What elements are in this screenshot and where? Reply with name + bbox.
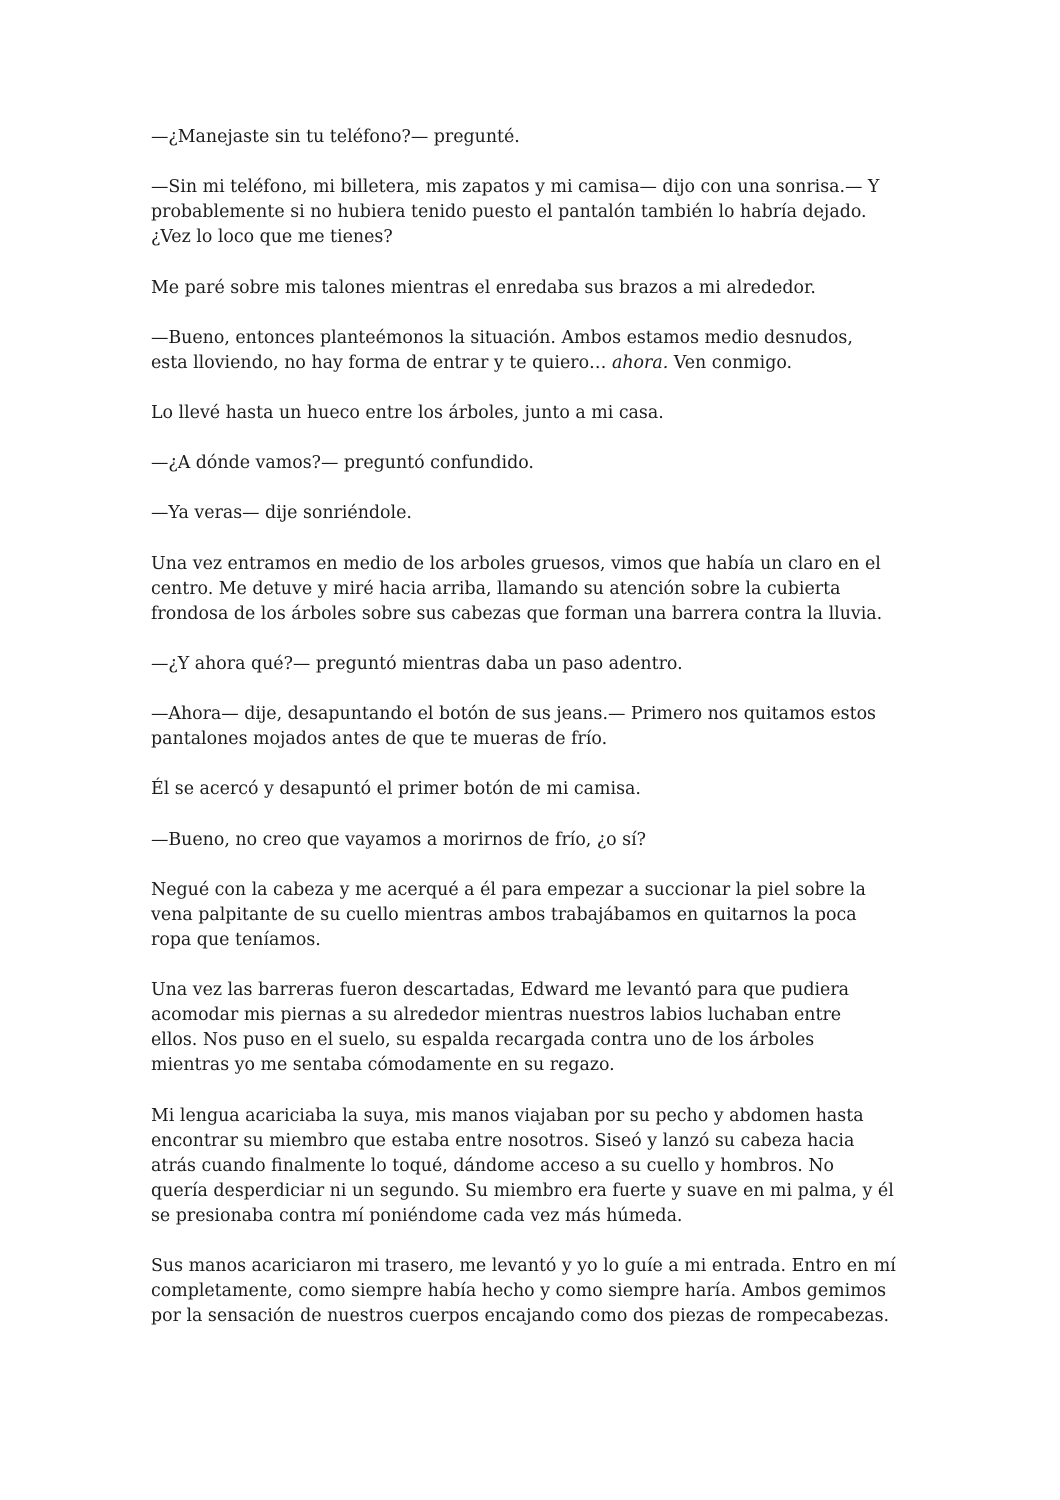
text-line: —¿Y ahora qué?— preguntó mientras daba un paso adentro. <box>151 653 683 674</box>
text-line: ellos. Nos puso en el suelo, su espalda recargada contra uno de los árboles <box>151 1030 815 1051</box>
text-line: —¿A dónde vamos?— preguntó confundido. <box>151 453 534 474</box>
text-line: Me paré sobre mis talones mientras el enredaba sus brazos a mi alrededor. <box>151 277 816 298</box>
text-line: completamente, como siempre había hecho y como siempre haría. Ambos gemimos <box>151 1281 887 1302</box>
text-line: Sus manos acariciaron mi trasero, me levantó y yo lo guíe a mi entrada. Entro en mí <box>151 1256 896 1277</box>
text-line: vena palpitante de su cuello mientras ambos trabajábamos en quitarnos la poca <box>151 904 857 925</box>
text-line: —Bueno, entonces planteémonos la situación. Ambos estamos medio desnudos, <box>151 327 853 348</box>
document-body <box>151 125 921 1355</box>
text-line: acomodar mis piernas a su alrededor mientras nuestros labios luchaban entre <box>151 1005 842 1026</box>
text-run: Ven conmigo. <box>668 352 793 373</box>
paragraph <box>151 501 921 526</box>
text-line: mientras yo me sentaba cómodamente en su regazo. <box>151 1055 615 1076</box>
paragraph <box>151 652 921 677</box>
paragraph <box>151 878 921 953</box>
text-line: Él se acercó y desapuntó el primer botón de mi camisa. <box>151 779 641 800</box>
paragraph <box>151 401 921 426</box>
paragraph <box>151 777 921 802</box>
text-line: quería desperdiciar ni un segundo. Su miembro era fuerte y suave en mi palma, y él <box>151 1180 894 1201</box>
paragraph <box>151 552 921 627</box>
text-run: esta lloviendo, no hay forma de entrar y te quiero… <box>151 352 612 373</box>
text-line: probablemente si no hubiera tenido puesto el pantalón también lo habría dejado. <box>151 202 867 223</box>
text-line: Una vez entramos en medio de los arboles gruesos, vimos que había un claro en el <box>151 553 881 574</box>
text-line: —Ahora— dije, desapuntando el botón de sus jeans.— Primero nos quitamos estos <box>151 704 876 725</box>
paragraph <box>151 276 921 301</box>
text-line: ¿Vez lo loco que me tienes? <box>151 227 393 248</box>
text-line: pantalones mojados antes de que te mueras de frío. <box>151 729 608 750</box>
text-line: centro. Me detuve y miré hacia arriba, llamando su atención sobre la cubierta <box>151 578 841 599</box>
text-line: Negué con la cabeza y me acerqué a él para empezar a succionar la piel sobre la <box>151 879 866 900</box>
text-line: Mi lengua acariciaba la suya, mis manos viajaban por su pecho y abdomen hasta <box>151 1105 864 1126</box>
text-line: Una vez las barreras fueron descartadas, Edward me levantó para que pudiera <box>151 980 850 1001</box>
paragraph <box>151 326 921 376</box>
paragraph <box>151 451 921 476</box>
paragraph <box>151 125 921 150</box>
paragraph <box>151 1104 921 1229</box>
paragraph <box>151 828 921 853</box>
paragraph <box>151 1254 921 1329</box>
text-line: ropa que teníamos. <box>151 930 321 950</box>
paragraph <box>151 175 921 250</box>
text-line: frondosa de los árboles sobre sus cabezas que forman una barrera contra la lluvia. <box>151 603 883 624</box>
text-line: encontrar su miembro que estaba entre nosotros. Siseó y lanzó su cabeza hacia <box>151 1130 855 1151</box>
paragraph <box>151 978 921 1078</box>
text-line: se presionaba contra mí poniéndome cada vez más húmeda. <box>151 1206 683 1227</box>
text-line <box>151 351 921 376</box>
text-line: por la sensación de nuestros cuerpos encajando como dos piezas de rompecabezas. <box>151 1306 890 1327</box>
italic-text: ahora. <box>611 352 669 373</box>
text-line: —Bueno, no creo que vayamos a morirnos de frío, ¿o sí? <box>151 829 646 850</box>
text-line: atrás cuando finalmente lo toqué, dándome acceso a su cuello y hombros. No <box>151 1155 835 1176</box>
text-line: Lo llevé hasta un hueco entre los árboles, junto a mi casa. <box>151 403 664 424</box>
text-line: —¿Manejaste sin tu teléfono?— pregunté. <box>151 127 520 147</box>
text-line: —Sin mi teléfono, mi billetera, mis zapatos y mi camisa— dijo con una sonrisa.— Y <box>151 177 880 198</box>
text-line: —Ya veras— dije sonriéndole. <box>151 503 412 524</box>
paragraph <box>151 702 921 752</box>
